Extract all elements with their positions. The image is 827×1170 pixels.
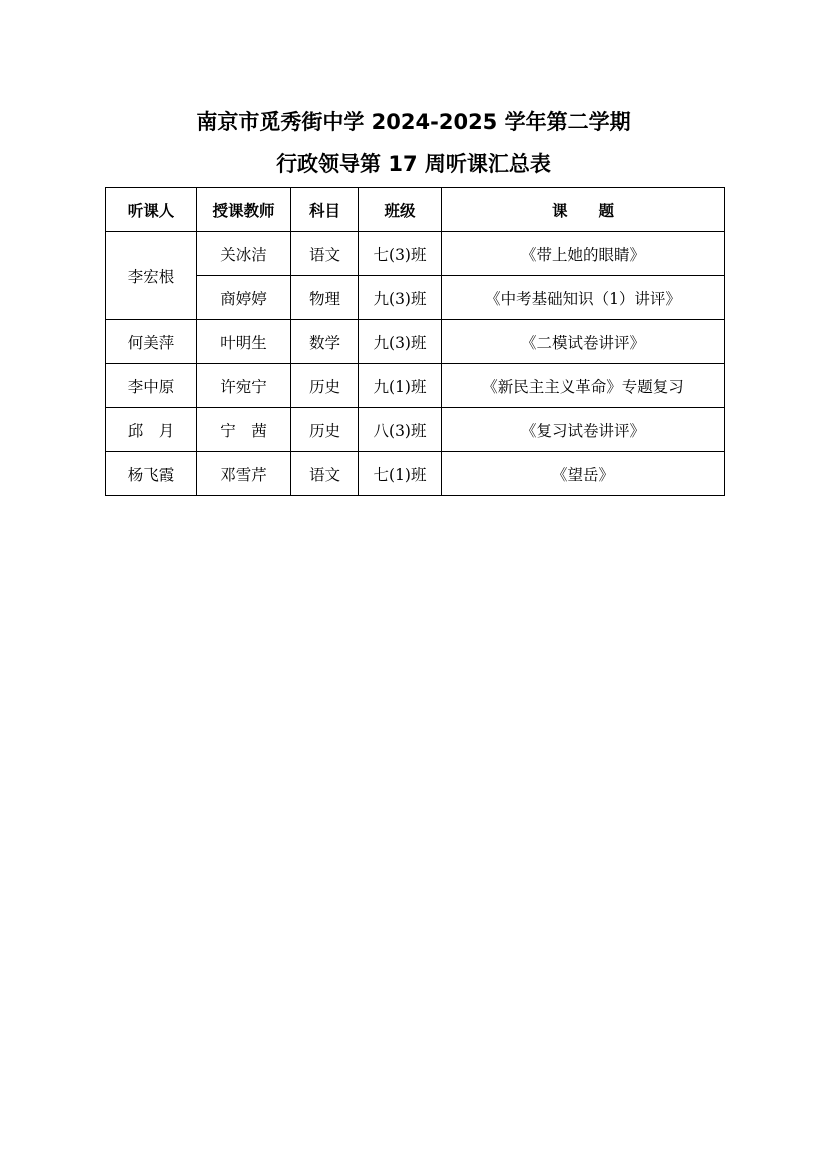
class-cell: 九(3)班	[359, 276, 442, 320]
teacher-cell: 宁 茜	[197, 408, 291, 452]
observer-cell: 何美萍	[106, 320, 197, 364]
subject-cell: 历史	[291, 408, 359, 452]
lesson-observation-table	[105, 187, 725, 496]
class-cell: 九(3)班	[359, 320, 442, 364]
table-row	[106, 364, 725, 408]
teacher-cell: 邓雪芹	[197, 452, 291, 496]
observer-cell: 邱 月	[106, 408, 197, 452]
class-cell: 九(1)班	[359, 364, 442, 408]
table-row	[106, 232, 725, 276]
subject-cell: 历史	[291, 364, 359, 408]
topic-cell: 《中考基础知识（1）讲评》	[442, 276, 725, 320]
class-cell: 七(3)班	[359, 232, 442, 276]
topic-cell: 《新民主主义革命》专题复习	[442, 364, 725, 408]
topic-cell: 《望岳》	[442, 452, 725, 496]
class-cell: 七(1)班	[359, 452, 442, 496]
teacher-cell: 叶明生	[197, 320, 291, 364]
header-topic: 课 题	[442, 188, 725, 232]
document-title: 南京市觅秀街中学 2024-2025 学年第二学期	[196, 110, 631, 134]
observer-cell: 李宏根	[106, 232, 197, 320]
class-cell: 八(3)班	[359, 408, 442, 452]
subject-cell: 语文	[291, 232, 359, 276]
table-row	[106, 452, 725, 496]
topic-cell: 《二模试卷讲评》	[442, 320, 725, 364]
table-header-row	[106, 188, 725, 232]
table-row	[106, 320, 725, 364]
subject-cell: 语文	[291, 452, 359, 496]
teacher-cell: 关冰洁	[197, 232, 291, 276]
subject-cell: 物理	[291, 276, 359, 320]
header-observer: 听课人	[106, 188, 197, 232]
topic-cell: 《带上她的眼睛》	[442, 232, 725, 276]
observer-cell: 杨飞霞	[106, 452, 197, 496]
table-row	[106, 276, 725, 320]
observer-cell: 李中原	[106, 364, 197, 408]
topic-cell: 《复习试卷讲评》	[442, 408, 725, 452]
subject-cell: 数学	[291, 320, 359, 364]
header-class: 班级	[359, 188, 442, 232]
document-subtitle: 行政领导第 17 周听课汇总表	[276, 152, 551, 176]
table-row	[106, 408, 725, 452]
header-teacher: 授课教师	[197, 188, 291, 232]
teacher-cell: 商婷婷	[197, 276, 291, 320]
teacher-cell: 许宛宁	[197, 364, 291, 408]
header-subject: 科目	[291, 188, 359, 232]
